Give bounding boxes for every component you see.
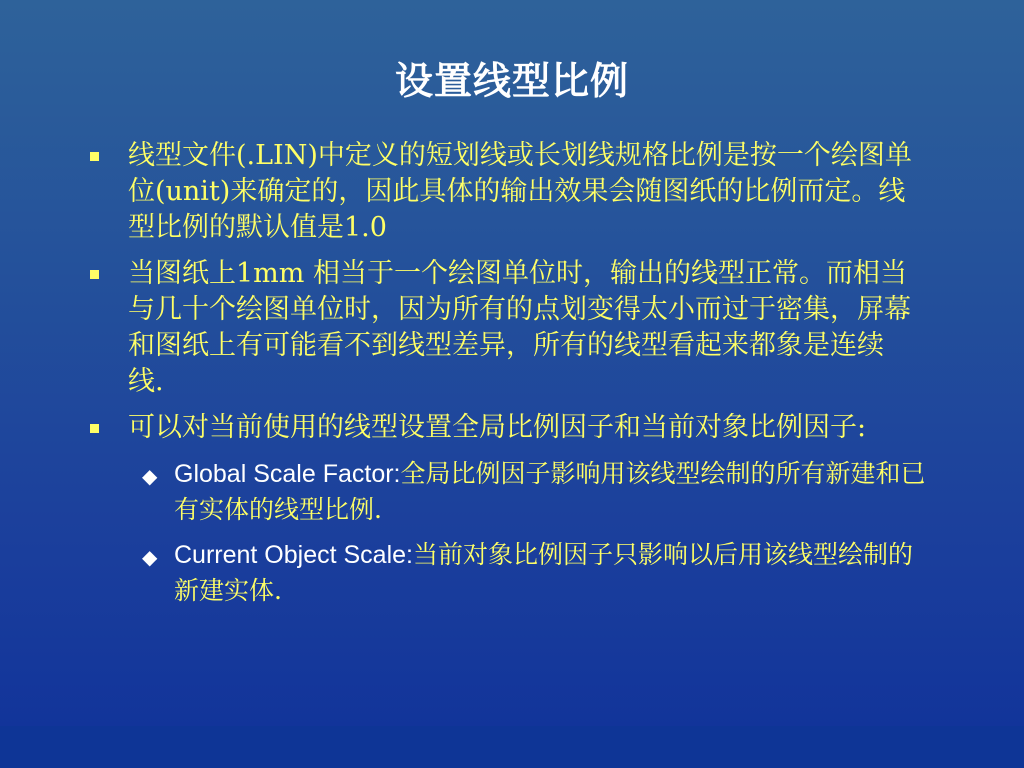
bullet-item (84, 256, 934, 400)
bullet-item (84, 410, 934, 446)
sub-bullet-label: Global Scale Factor: (174, 460, 401, 488)
sub-bullet-label: Current Object Scale: (174, 541, 413, 569)
bullet-item (84, 138, 934, 246)
sub-bullet-text (174, 537, 934, 608)
sub-bullet-item (84, 456, 934, 527)
sub-bullet-text (174, 456, 934, 527)
diamond-bullet-icon: ◆ (142, 545, 158, 569)
slide-body (84, 138, 934, 618)
bullet-text: 可以对当前使用的线型设置全局比例因子和当前对象比例因子: (128, 412, 867, 443)
bullet-text: 线型文件(.LIN)中定义的短划线或长划线规格比例是按一个绘图单位(unit)来确定的，因此具体的输出效果会随图纸的比例而定。线型比例的默认值是1.0 (128, 140, 912, 243)
diamond-bullet-icon: ◆ (142, 464, 158, 488)
square-bullet-icon (90, 424, 99, 433)
sub-bullet-item (84, 537, 934, 608)
footer-band (0, 726, 1024, 768)
sub-bullet-description: 当前对象比例因子只影响以后用该线型绘制的新建实体. (174, 540, 914, 605)
bullet-text: 当图纸上1mm 相当于一个绘图单位时，输出的线型正常。而相当与几十个绘图单位时，因为所有的点划变得太小而过于密集，屏幕和图纸上有可能看不到线型差异，所有的线型看起来都象是连续线. (128, 258, 911, 397)
sub-bullet-description: 全局比例因子影响用该线型绘制的所有新建和已有实体的线型比例. (174, 459, 926, 524)
slide-title: 设置线型比例 (394, 59, 629, 103)
square-bullet-icon (90, 152, 99, 161)
square-bullet-icon (90, 270, 99, 279)
